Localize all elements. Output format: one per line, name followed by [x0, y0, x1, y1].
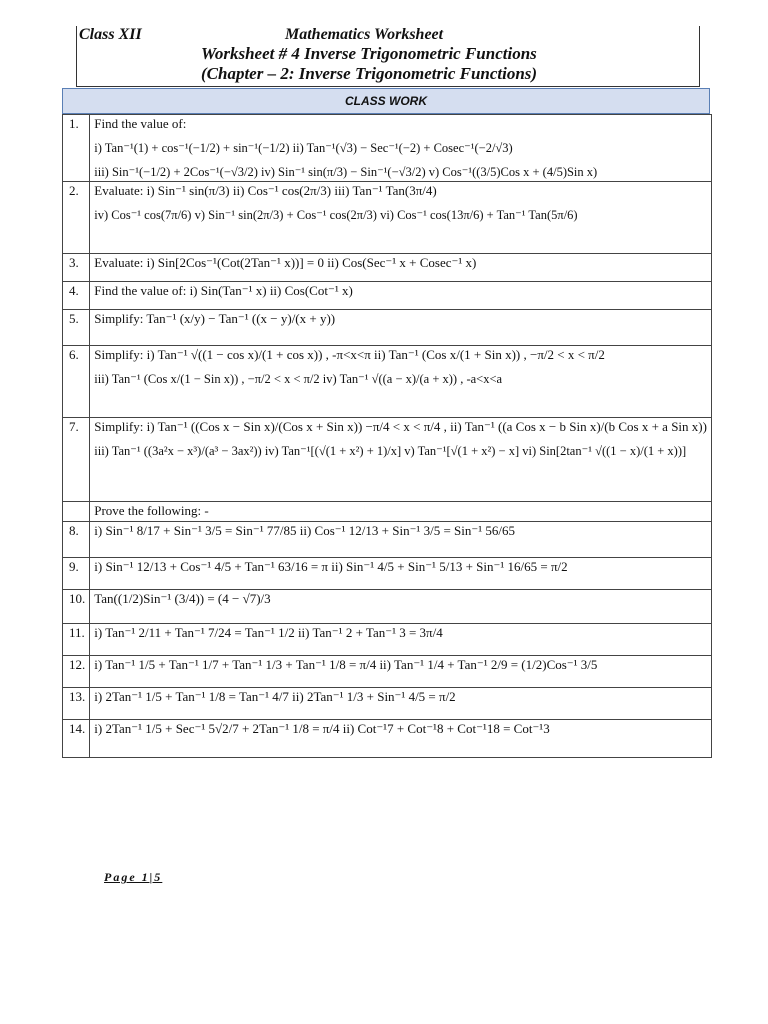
question-row [63, 522, 712, 558]
question-line: Simplify: i) Tan⁻¹ ((Cos x − Sin x)/(Cos x + Sin x)) −π/4 < x < π/4 , ii) Tan⁻¹ ((a Cos x − b Sin x)/(b Cos x + a Sin x)) [94, 419, 707, 434]
question-line: Find the value of: [94, 116, 187, 131]
question-row [63, 182, 712, 254]
page-number: Page 1|5 [104, 870, 163, 884]
question-body [90, 254, 712, 282]
question-row [63, 346, 712, 418]
question-number: 6. [63, 346, 90, 418]
question-number: 11. [63, 624, 90, 656]
question-body [90, 590, 712, 624]
question-line: Evaluate: i) Sin[2Cos⁻¹(Cot(2Tan⁻¹ x))] = 0 ii) Cos(Sec⁻¹ x + Cosec⁻¹ x) [94, 255, 477, 270]
question-row [63, 310, 712, 346]
question-body [90, 115, 712, 182]
question-line: Tan((1/2)Sin⁻¹ (3/4)) = (4 − √7)/3 [94, 591, 271, 606]
question-body [90, 418, 712, 502]
question-number: 7. [63, 418, 90, 502]
section-title: CLASS WORK [62, 88, 710, 114]
question-body [90, 720, 712, 758]
question-row [63, 688, 712, 720]
question-line: iv) Cos⁻¹ cos(7π/6) v) Sin⁻¹ sin(2π/3) + Cos⁻¹ cos(2π/3) vi) Cos⁻¹ cos(13π/6) + Tan⁻¹ Tan(5π/6) [94, 208, 578, 222]
question-row [63, 282, 712, 310]
question-number: 10. [63, 590, 90, 624]
question-number [63, 502, 90, 522]
question-row [63, 254, 712, 282]
question-line: Find the value of: i) Sin(Tan⁻¹ x) ii) Cos(Cot⁻¹ x) [94, 283, 353, 298]
chapter-title: (Chapter – 2: Inverse Trigonometric Functions) [201, 64, 538, 83]
question-number: 2. [63, 182, 90, 254]
question-body [90, 182, 712, 254]
question-row [63, 720, 712, 758]
question-line: iii) Tan⁻¹ ((3a²x − x³)/(a³ − 3ax²)) iv) Tan⁻¹[(√(1 + x²) + 1)/x] v) Tan⁻¹[√(1 + x²) − x] vi) Sin[2tan⁻¹ √((1 − x)/(1 + x))] [94, 444, 687, 458]
question-number: 14. [63, 720, 90, 758]
question-line: i) Tan⁻¹(1) + cos⁻¹(−1/2) + sin⁻¹(−1/2) ii) Tan⁻¹(√3) − Sec⁻¹(−2) + Cosec⁻¹(−2/√3) [94, 141, 513, 155]
worksheet-header [76, 26, 700, 87]
question-body [90, 282, 712, 310]
question-line: iii) Tan⁻¹ (Cos x/(1 − Sin x)) , −π/2 < x < π/2 iv) Tan⁻¹ √((a − x)/(a + x)) , -a<x<a [94, 372, 503, 386]
question-number: 9. [63, 558, 90, 590]
question-body [90, 346, 712, 418]
question-line: i) Sin⁻¹ 8/17 + Sin⁻¹ 3/5 = Sin⁻¹ 77/85 ii) Cos⁻¹ 12/13 + Sin⁻¹ 3/5 = Sin⁻¹ 56/65 [94, 523, 515, 538]
question-line: Prove the following: - [94, 503, 209, 518]
question-line: i) Sin⁻¹ 12/13 + Cos⁻¹ 4/5 + Tan⁻¹ 63/16 = π ii) Sin⁻¹ 4/5 + Sin⁻¹ 5/13 + Sin⁻¹ 16/65 = π/2 [94, 559, 568, 574]
questions-table [62, 114, 712, 758]
question-number: 4. [63, 282, 90, 310]
question-body [90, 688, 712, 720]
question-number: 12. [63, 656, 90, 688]
question-line: Evaluate: i) Sin⁻¹ sin(π/3) ii) Cos⁻¹ cos(2π/3) iii) Tan⁻¹ Tan(3π/4) [94, 183, 437, 198]
question-body [90, 310, 712, 346]
question-line: i) Tan⁻¹ 2/11 + Tan⁻¹ 7/24 = Tan⁻¹ 1/2 ii) Tan⁻¹ 2 + Tan⁻¹ 3 = 3π/4 [94, 625, 443, 640]
question-body [90, 522, 712, 558]
question-body [90, 624, 712, 656]
question-line: i) 2Tan⁻¹ 1/5 + Tan⁻¹ 1/8 = Tan⁻¹ 4/7 ii) 2Tan⁻¹ 1/3 + Sin⁻¹ 4/5 = π/2 [94, 689, 456, 704]
question-number: 13. [63, 688, 90, 720]
question-number: 3. [63, 254, 90, 282]
question-row [63, 115, 712, 182]
class-label: Class XII [79, 26, 142, 43]
question-row [63, 418, 712, 502]
question-body [90, 502, 712, 522]
question-number: 5. [63, 310, 90, 346]
question-number: 1. [63, 115, 90, 182]
question-line: i) 2Tan⁻¹ 1/5 + Sec⁻¹ 5√2/7 + 2Tan⁻¹ 1/8 = π/4 ii) Cot⁻¹7 + Cot⁻¹8 + Cot⁻¹18 = Cot⁻¹3 [94, 721, 550, 736]
worksheet-number: Worksheet # 4 Inverse Trigonometric Functions [201, 44, 537, 63]
question-row [63, 558, 712, 590]
question-body [90, 558, 712, 590]
question-line: i) Tan⁻¹ 1/5 + Tan⁻¹ 1/7 + Tan⁻¹ 1/3 + Tan⁻¹ 1/8 = π/4 ii) Tan⁻¹ 1/4 + Tan⁻¹ 2/9 = (1/2)Cos⁻¹ 3/5 [94, 657, 598, 672]
question-body [90, 656, 712, 688]
worksheet-title: Mathematics Worksheet [285, 26, 444, 43]
question-row [63, 656, 712, 688]
question-row [63, 590, 712, 624]
question-line: Simplify: i) Tan⁻¹ √((1 − cos x)/(1 + cos x)) , -π<x<π ii) Tan⁻¹ (Cos x/(1 + Sin x)) , −π/2 < x < π/2 [94, 347, 605, 362]
question-row [63, 624, 712, 656]
question-row [63, 502, 712, 522]
question-line: Simplify: Tan⁻¹ (x/y) − Tan⁻¹ ((x − y)/(x + y)) [94, 311, 336, 326]
question-number: 8. [63, 522, 90, 558]
question-line: iii) Sin⁻¹(−1/2) + 2Cos⁻¹(−√3/2) iv) Sin⁻¹ sin(π/3) − Sin⁻¹(−√3/2) v) Cos⁻¹((3/5)Cos x + (4/5)Sin x) [94, 165, 598, 179]
